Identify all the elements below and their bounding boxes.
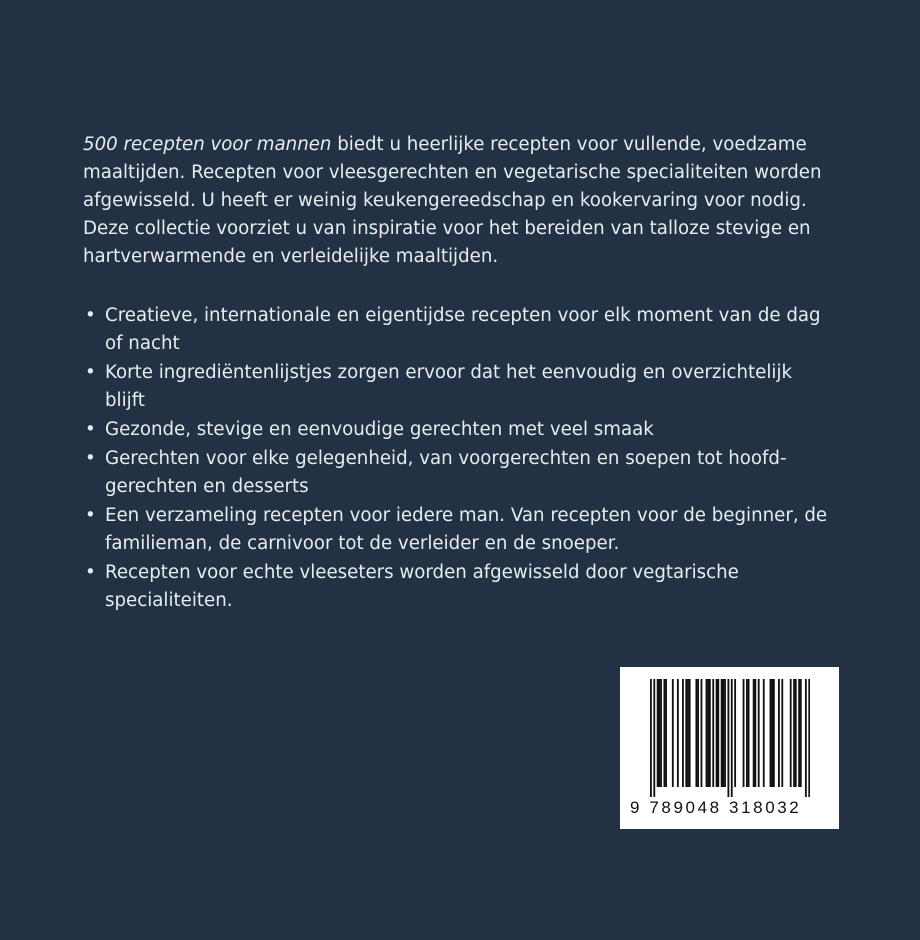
barcode-bar [808, 679, 810, 797]
list-item-text: Recepten voor echte vleeseters worden afgewisseld door vegtarische specialiteiten. [105, 562, 739, 611]
intro-paragraph [83, 131, 823, 271]
book-title: 500 recepten voor mannen [83, 134, 332, 155]
barcode-bar [722, 679, 724, 787]
barcode-bar [695, 679, 697, 787]
barcode-bar [805, 679, 807, 797]
barcode-bar [731, 679, 733, 797]
barcode-bar [734, 679, 736, 787]
bullet-icon: • [85, 419, 96, 440]
list-item [83, 445, 833, 501]
barcode-bar [687, 679, 689, 787]
list-item [83, 502, 833, 558]
isbn-number: 9 789048 318032 [630, 798, 802, 817]
list-item-text: Gerechten voor elke gelegenheid, van voorgerechten en soepen tot hoofd-gerechten en desserts [105, 448, 787, 497]
barcode-bar [724, 679, 726, 787]
barcode-bars [650, 679, 810, 799]
list-item [83, 416, 833, 444]
list-item [83, 302, 833, 358]
bullet-icon: • [85, 305, 96, 326]
barcode-bar [707, 679, 709, 787]
barcode-bar [706, 679, 708, 787]
barcode-bar [717, 679, 719, 787]
barcode-bar [773, 679, 775, 787]
barcode-bar [701, 679, 703, 787]
list-item [83, 559, 833, 615]
barcode-bar [790, 679, 792, 787]
barcode-bar [748, 679, 750, 787]
barcode-bar [709, 679, 711, 787]
barcode-bar [677, 679, 679, 787]
list-item-text: Een verzameling recepten voor iedere man. Van recepten voor de beginner, de familieman, de carnivoor tot de verleider en de snoeper. [105, 505, 828, 554]
intro-text: biedt u heerlijke recepten voor vullende, voedzame maaltijden. Recepten voor vleesgerechten en vegetarische specialiteiten worden afgewisseld. U heeft er weinig keukengereedschap en kookervaring voor nodig. Deze collectie voorziet u van inspiratie voor het bereiden van talloze stevige en hartverwarmende en verleidelijke maaltijden. [83, 134, 822, 267]
barcode-bar [798, 679, 800, 787]
list-item-text: Korte ingrediëntenlijstjes zorgen ervoor dat het eenvoudig en overzichtelijk blijft [105, 362, 793, 411]
barcode-bar [793, 679, 795, 787]
list-item-text: Creatieve, internationale en eigentijdse recepten voor elk moment van de dag of nacht [105, 305, 821, 354]
barcode-bar [672, 679, 674, 787]
barcode-bar [753, 679, 755, 787]
barcode-bar [743, 679, 745, 787]
isbn-barcode [620, 667, 839, 829]
barcode-bar [800, 679, 802, 787]
barcode-bar [727, 679, 729, 797]
barcode-bar [663, 679, 665, 787]
barcode-bar [685, 679, 687, 787]
barcode-bar [658, 679, 660, 787]
barcode-bar [754, 679, 756, 787]
barcode-bar [758, 679, 760, 787]
barcode-bar [770, 679, 772, 787]
list-item-text: Gezonde, stevige en eenvoudige gerechten met veel smaak [105, 419, 654, 440]
barcode-bar [712, 679, 714, 787]
barcode-bar [795, 679, 797, 787]
barcode-bar [716, 679, 718, 787]
barcode-bar [653, 679, 655, 797]
barcode-bar [778, 679, 780, 787]
barcode-bar [660, 679, 662, 787]
bullet-icon: • [85, 362, 96, 383]
barcode-bar [665, 679, 667, 787]
bullet-icon: • [85, 505, 96, 526]
feature-list [83, 302, 833, 616]
barcode-bar [650, 679, 652, 797]
barcode-bar [657, 679, 659, 787]
barcode-bar [763, 679, 765, 787]
barcode-bar [781, 679, 783, 787]
bullet-icon: • [85, 448, 96, 469]
barcode-bar [771, 679, 773, 787]
barcode-bar [682, 679, 684, 787]
barcode-bar [746, 679, 748, 787]
list-item [83, 359, 833, 415]
barcode-bar [697, 679, 699, 787]
barcode-bar [689, 679, 691, 787]
bullet-icon: • [85, 562, 96, 583]
barcode-bar [721, 679, 723, 787]
